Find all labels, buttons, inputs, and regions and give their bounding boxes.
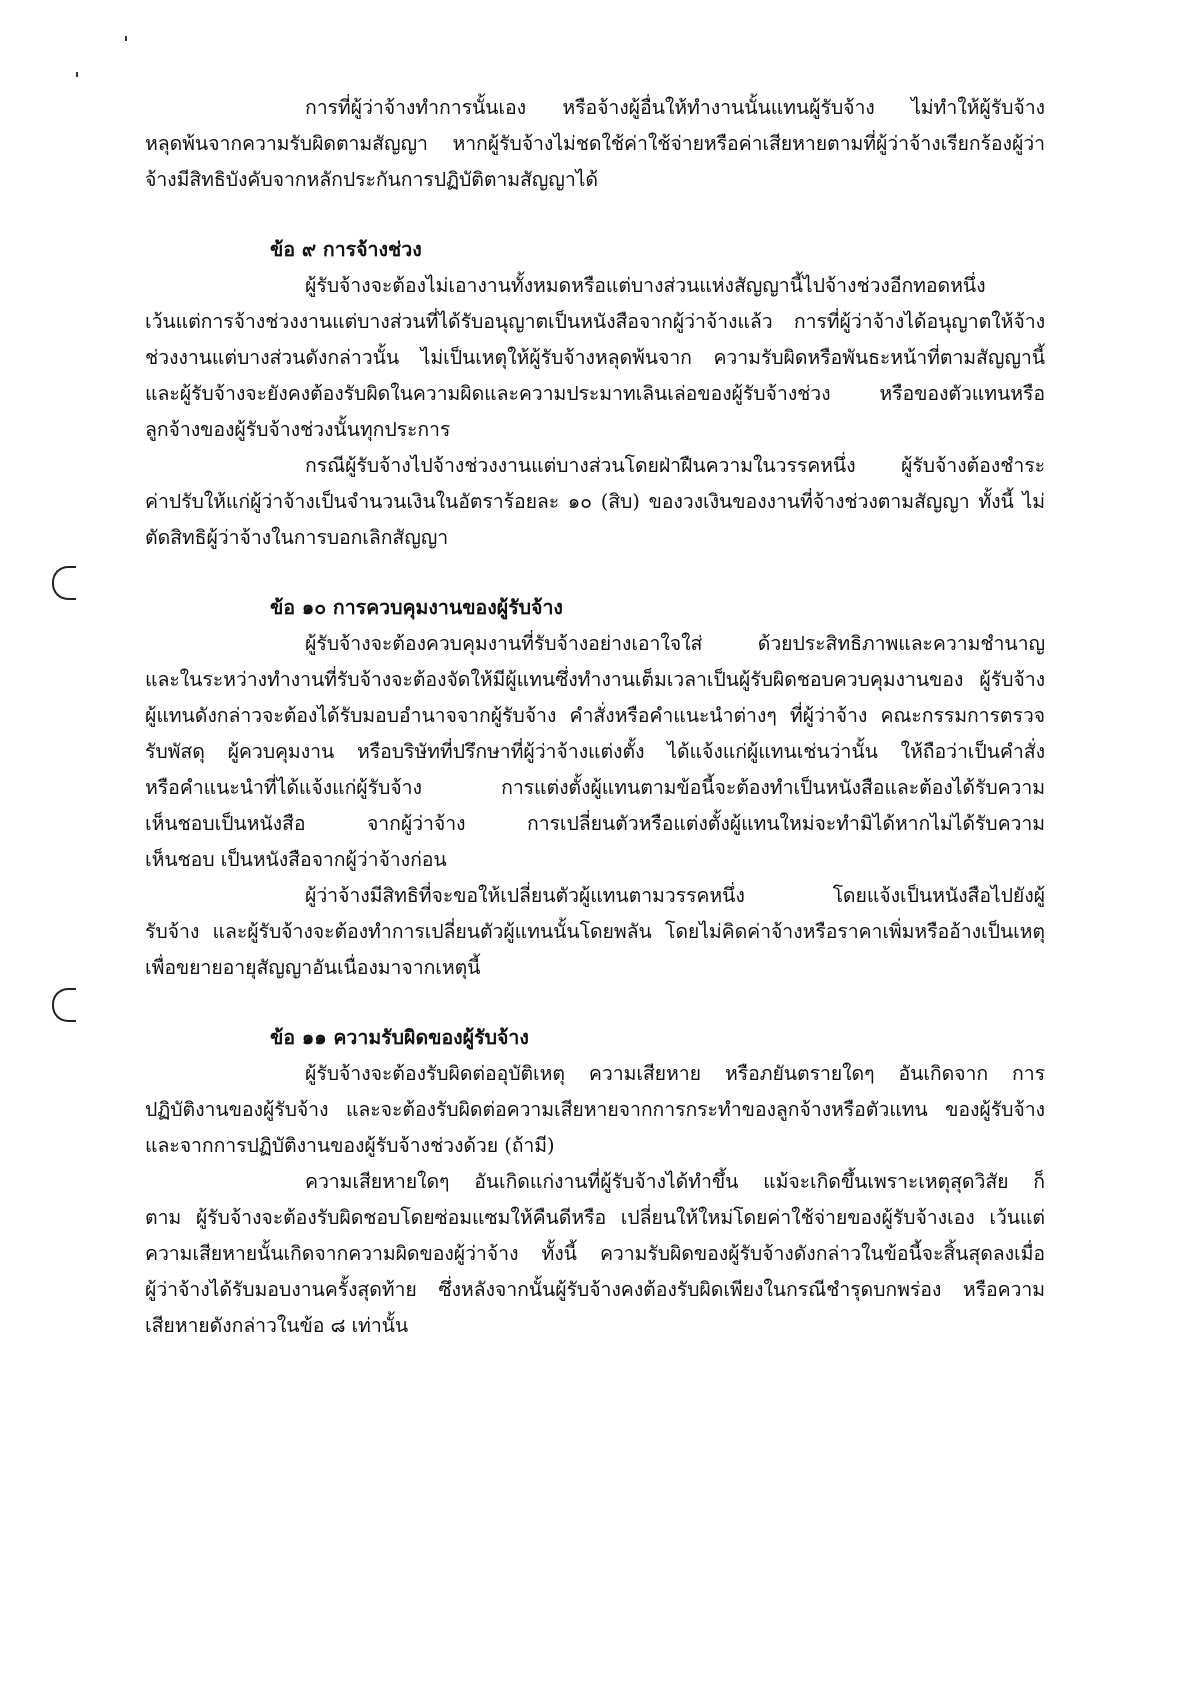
document-body — [145, 90, 1045, 1344]
text-line — [145, 448, 1045, 484]
section-heading: ข้อ ๑๐ การควบคุมงานของผู้รับจ้าง — [270, 596, 563, 619]
word: หรือจ้างผู้อื่นให้ทำงานนั้นแทนผู้รับจ้าง — [562, 96, 875, 119]
text-line — [145, 662, 1045, 698]
word: การเปลี่ยนตัวหรือแต่งตั้งผู้แทนใหม่จะทำมิได้หากไม่ได้รับความ — [526, 812, 1045, 835]
word: โดยไม่คิดค่าจ้างหรือราคาเพิ่มหรืออ้างเป็นเหตุ — [664, 920, 1045, 943]
word: และจะต้องรับผิดต่อความเสียหายจากการกระทำของลูกจ้างหรือตัวแทน — [345, 1098, 928, 1121]
word: ความเสียหาย — [588, 1062, 701, 1085]
word: โดยแจ้งเป็นหนังสือไปยังผู้ — [832, 884, 1045, 907]
word: ผู้ควบคุมงาน — [227, 740, 335, 763]
word: ผู้ว่าจ้างได้รับมอบงานครั้งสุดท้าย — [145, 1278, 417, 1301]
word: ความรับผิดของผู้รับจ้างดังกล่าวในข้อนี้จะสิ้นสุดลงเมื่อ — [599, 1242, 1045, 1265]
word: ปฏิบัติงานของผู้รับจ้าง — [145, 1098, 329, 1121]
word: ความรับผิดหรือพันธะหน้าที่ตามสัญญานี้ — [713, 346, 1045, 369]
text-line — [145, 1164, 1045, 1200]
word: (สิบ) — [600, 490, 640, 513]
word: หากผู้รับจ้างไม่ชดใช้ค่าใช้จ่ายหรือค่าเสียหายตามที่ผู้ว่าจ้างเรียกร้องผู้ว่า — [452, 132, 1045, 155]
word: ๑๐ — [567, 490, 592, 513]
word: ผู้รับจ้างต้องชำระ — [900, 454, 1045, 477]
word: ทั้งนี้ — [541, 1242, 577, 1265]
text-line — [145, 1236, 1045, 1272]
word: ผู้รับจ้างจะต้องควบคุมงานที่รับจ้างอย่างเอาใจใส่ — [305, 632, 703, 655]
word: ซึ่งหลังจากนั้นผู้รับจ้างคงต้องรับผิดเพียงในกรณีชำรุดบกพร่อง — [438, 1278, 942, 1301]
word: ด้วยประสิทธิภาพและความชำนาญ — [757, 632, 1045, 655]
word: เว้นแต่การจ้างช่วงงานแต่บางส่วนที่ได้รับอนุญาตเป็นหนังสือจากผู้ว่าจ้างแล้ว — [145, 310, 773, 333]
text-line: เห็นชอบ เป็นหนังสือจากผู้ว่าจ้างก่อน — [145, 848, 447, 871]
word: หรือภยันตรายใดๆ — [724, 1062, 875, 1085]
paragraph — [145, 1056, 1045, 1344]
text-line — [145, 1200, 1045, 1236]
word: กรณีผู้รับจ้างไปจ้างช่วงงานแต่บางส่วนโดยฝ่าฝืนความในวรรคหนึ่ง — [305, 454, 856, 477]
text-line: เสียหายดังกล่าวในข้อ ๘ เท่านั้น — [145, 1314, 409, 1337]
word: ค่าปรับให้แก่ผู้ว่าจ้างเป็นจำนวนเงินในอัตราร้อยละ — [145, 490, 560, 513]
word: อันเกิดแก่งานที่ผู้รับจ้างได้ทำขึ้น — [474, 1170, 739, 1193]
paragraph — [145, 268, 1045, 556]
word: และในระหว่างทำงานที่รับจ้างจะต้องจัดให้มีผู้แทนซึ่งทำงานเต็มเวลาเป็นผู้รับผิดชอบควบคุมงานของ — [145, 668, 964, 691]
text-line — [145, 484, 1045, 520]
word: จากผู้ว่าจ้าง — [366, 812, 466, 835]
word: หรือคำแนะนำที่ได้แจ้งแก่ผู้รับจ้าง — [145, 776, 422, 799]
word: ของวงเงินของงานที่จ้างช่วงตามสัญญา — [648, 490, 970, 513]
scan-mark — [76, 72, 78, 77]
word: อันเกิดจาก — [898, 1062, 989, 1085]
text-line — [145, 770, 1045, 806]
word: ความเสียหายใดๆ — [305, 1170, 450, 1193]
text-line — [145, 268, 1045, 304]
text-line: ลูกจ้างของผู้รับจ้างช่วงนั้นทุกประการ — [145, 418, 451, 441]
word: การที่ผู้ว่าจ้างทำการนั้นเอง — [305, 96, 526, 119]
word: เว้นแต่ — [989, 1206, 1045, 1229]
word: และผู้รับจ้างจะยังคงต้องรับผิดในความผิดและความประมาทเลินเล่อของผู้รับจ้างช่วง — [145, 382, 831, 405]
text-line: ตัดสิทธิผู้ว่าจ้างในการบอกเลิกสัญญา — [145, 526, 449, 549]
word: ผู้รับจ้าง — [979, 668, 1045, 691]
text-line — [145, 878, 1045, 914]
punch-hole-mark — [52, 988, 76, 1022]
section-gap — [145, 198, 1045, 232]
word: หรือของตัวแทนหรือ — [879, 382, 1045, 405]
word: รับจ้าง — [145, 920, 200, 943]
word: ผู้รับจ้างจะต้องไม่เอางานทั้งหมดหรือแต่บางส่วนแห่งสัญญานี้ไปจ้างช่วงอีกทอดหนึ่ง — [305, 274, 986, 297]
section-heading: ข้อ ๙ การจ้างช่วง — [270, 238, 422, 261]
text-line — [145, 734, 1045, 770]
text-line — [145, 914, 1045, 950]
paragraph — [145, 90, 1045, 198]
text-line — [145, 806, 1045, 842]
word: ทั้งนี้ — [978, 490, 1014, 513]
text-line — [145, 304, 1045, 340]
word: แม้จะเกิดขึ้นเพราะเหตุสุดวิสัย — [763, 1170, 1009, 1193]
text-line: เพื่อขยายอายุสัญญาอันเนื่องมาจากเหตุนี้ — [145, 956, 481, 979]
text-line — [145, 1056, 1045, 1092]
word: ที่ผู้ว่าจ้าง — [789, 704, 868, 727]
section-gap — [145, 556, 1045, 590]
word: ผู้ว่าจ้างมีสิทธิที่จะขอให้เปลี่ยนตัวผู้แทนตามวรรคหนึ่ง — [305, 884, 745, 907]
word: การแต่งตั้งผู้แทนตามข้อนี้จะต้องทำเป็นหนังสือและต้องได้รับความ — [501, 776, 1045, 799]
text-line — [145, 376, 1045, 412]
word: เห็นชอบเป็นหนังสือ — [145, 812, 306, 835]
word: ไม่ — [1022, 490, 1045, 513]
word: คณะกรรมการตรวจ — [880, 704, 1045, 727]
text-line — [145, 340, 1045, 376]
text-line: จ้างมีสิทธิบังคับจากหลักประกันการปฏิบัติตามสัญญาได้ — [145, 168, 598, 191]
word: รับพัสดุ — [145, 740, 205, 763]
text-line — [145, 126, 1045, 162]
word: ของผู้รับจ้าง — [945, 1098, 1045, 1121]
word: การที่ผู้ว่าจ้างได้อนุญาตให้จ้าง — [793, 310, 1045, 333]
text-line — [145, 626, 1045, 662]
word: เปลี่ยนให้ใหม่โดยค่าใช้จ่ายของผู้รับจ้างเอง — [620, 1206, 975, 1229]
word: ผู้รับจ้างจะต้องรับผิดชอบโดยซ่อมแซมให้คืนดีหรือ — [195, 1206, 607, 1229]
word: ไม่ทำให้ผู้รับจ้าง — [911, 96, 1045, 119]
word: การ — [1012, 1062, 1045, 1085]
word: คำสั่งหรือคำแนะนำต่างๆ — [569, 704, 777, 727]
word: หลุดพ้นจากความรับผิดตามสัญญา — [145, 132, 428, 155]
section-heading: ข้อ ๑๑ ความรับผิดของผู้รับจ้าง — [270, 1026, 529, 1049]
word: ผู้แทนดังกล่าวจะต้องได้รับมอบอำนาจจากผู้รับจ้าง — [145, 704, 557, 727]
text-line — [145, 1272, 1045, 1308]
text-line — [145, 698, 1045, 734]
section-gap — [145, 986, 1045, 1020]
word: ไม่เป็นเหตุให้ผู้รับจ้างหลุดพ้นจาก — [420, 346, 692, 369]
text-line: และจากการปฏิบัติงานของผู้รับจ้างช่วงด้วย (ถ้ามี) — [145, 1134, 555, 1157]
word: หรือบริษัทที่ปรึกษาที่ผู้ว่าจ้างแต่งตั้ง — [357, 740, 645, 763]
text-line — [145, 90, 1045, 126]
word: ได้แจ้งแก่ผู้แทนเช่นว่านั้น — [667, 740, 878, 763]
word: ผู้รับจ้างจะต้องรับผิดต่ออุบัติเหตุ — [305, 1062, 565, 1085]
text-line — [145, 1092, 1045, 1128]
word: ความเสียหายนั้นเกิดจากความผิดของผู้ว่าจ้าง — [145, 1242, 519, 1265]
word: ช่วงงานแต่บางส่วนดังกล่าวนั้น — [145, 346, 400, 369]
word: ตาม — [145, 1206, 182, 1229]
word: หรือความ — [962, 1278, 1045, 1301]
scan-mark — [125, 36, 127, 41]
word: ให้ถือว่าเป็นคำสั่ง — [900, 740, 1045, 763]
word: ก็ — [1033, 1170, 1045, 1193]
punch-hole-mark — [52, 566, 76, 600]
word: และผู้รับจ้างจะต้องทำการเปลี่ยนตัวผู้แทนนั้นโดยพลัน — [212, 920, 652, 943]
paragraph — [145, 626, 1045, 986]
